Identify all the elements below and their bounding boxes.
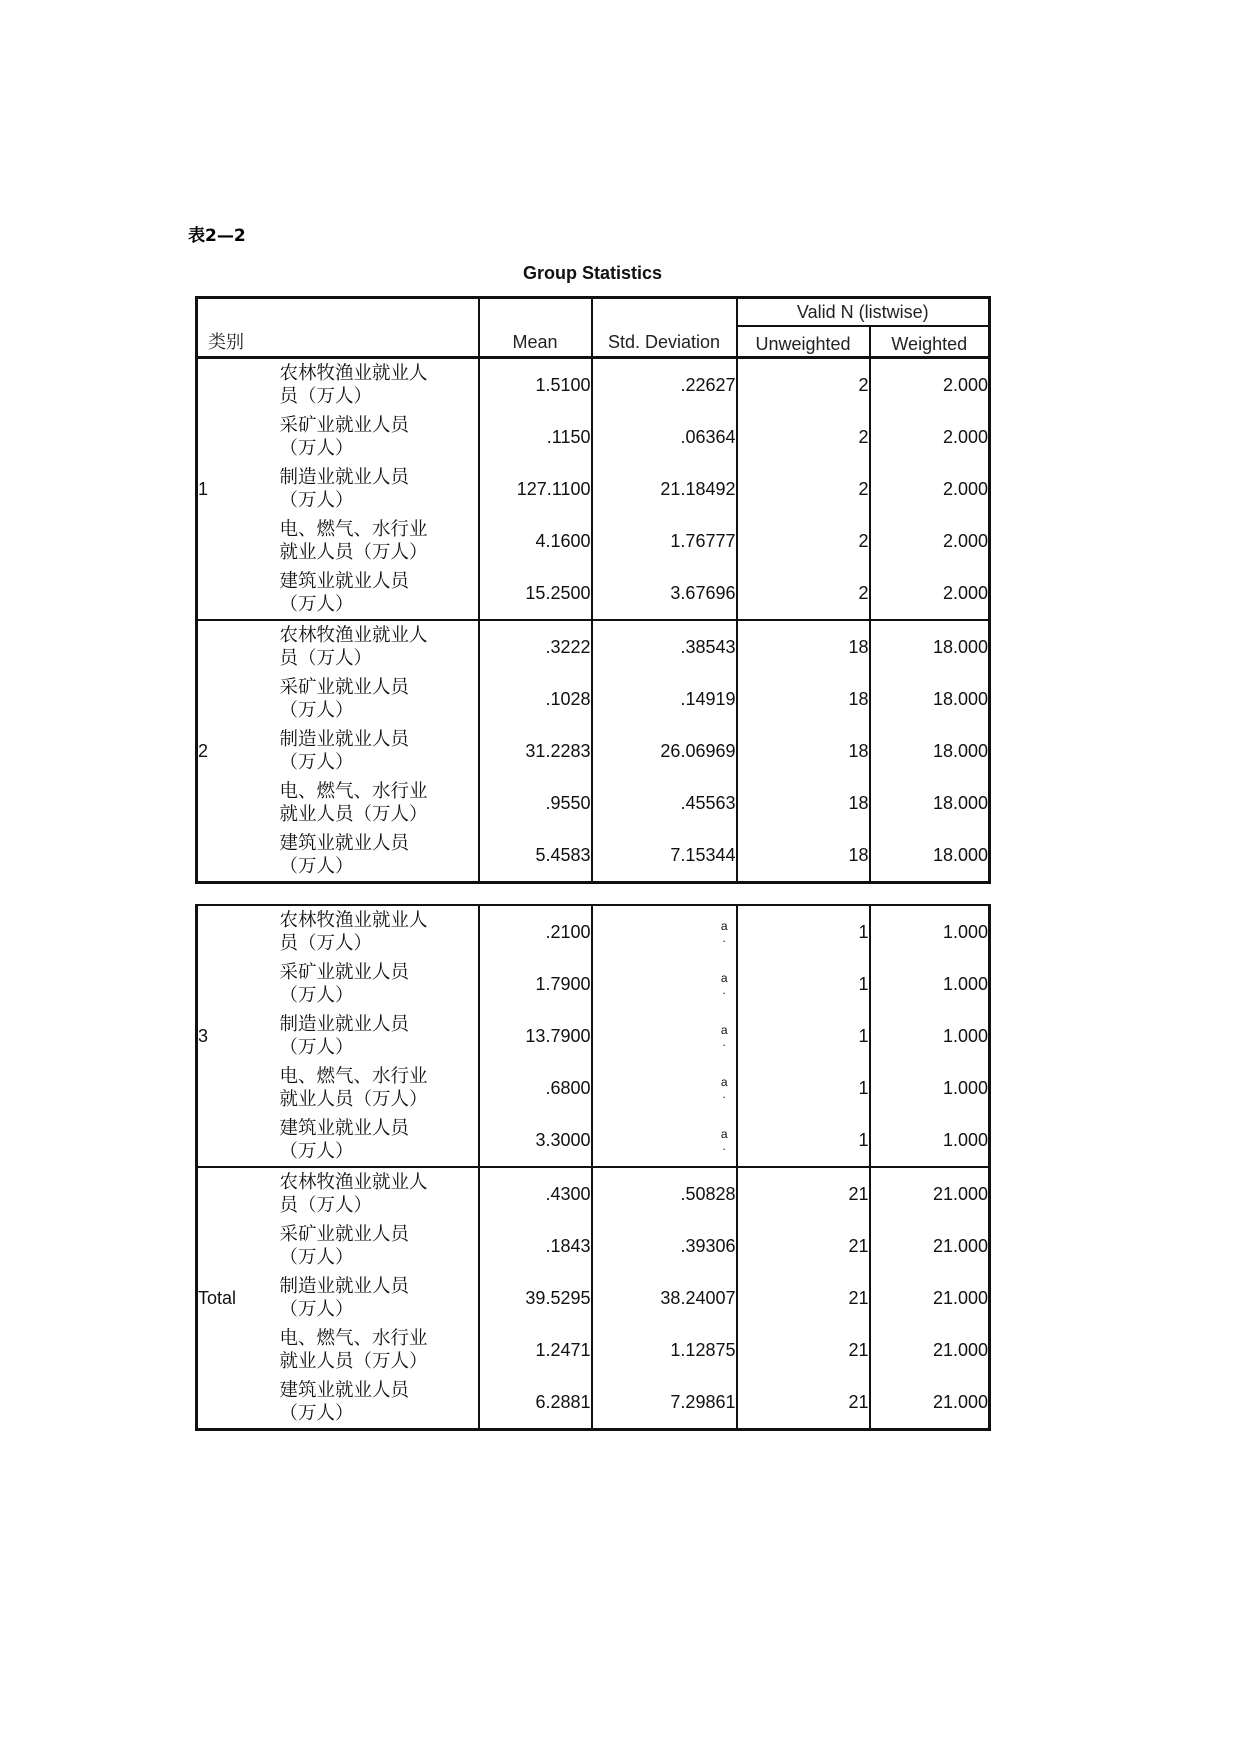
mean-cell: 3.3000 (479, 1114, 592, 1167)
variable-label-line: （万人） (279, 1299, 354, 1320)
mean-cell: 31.2283 (479, 725, 592, 777)
variable-label-line: 就业人员（万人） (279, 804, 428, 825)
variable-label (280, 515, 479, 567)
missing-value-marker (721, 1024, 728, 1048)
unweighted-n-cell: 18 (737, 829, 870, 883)
variable-label-line: 制造业就业人员 (279, 1014, 410, 1035)
variable-label-line: 电、燃气、水行业 (279, 1066, 428, 1087)
weighted-n-cell: 2.000 (870, 358, 990, 412)
variable-label (280, 958, 479, 1010)
weighted-n-cell: 1.000 (870, 905, 990, 958)
unweighted-n-cell: 21 (737, 1324, 870, 1376)
table-row (197, 725, 990, 777)
table-row (197, 673, 990, 725)
mean-cell: 127.1100 (479, 463, 592, 515)
std-deviation-cell: 3.67696 (592, 567, 737, 620)
mean-cell: 1.5100 (479, 358, 592, 412)
weighted-n-cell: 2.000 (870, 515, 990, 567)
variable-label-line: （万人） (279, 985, 354, 1006)
mean-cell: 39.5295 (479, 1272, 592, 1324)
weighted-n-cell: 18.000 (870, 777, 990, 829)
variable-label-line: 员（万人） (279, 933, 373, 954)
variable-label (280, 829, 479, 883)
unweighted-n-cell: 2 (737, 358, 870, 412)
mean-cell: .1150 (479, 411, 592, 463)
std-deviation-cell: .45563 (592, 777, 737, 829)
std-deviation-cell: 7.29861 (592, 1376, 737, 1430)
unweighted-n-cell: 21 (737, 1272, 870, 1324)
table-row (197, 1272, 990, 1324)
weighted-n-cell: 1.000 (870, 1010, 990, 1062)
mean-cell: 5.4583 (479, 829, 592, 883)
variable-label-line: 就业人员（万人） (279, 542, 428, 563)
variable-label-line: 建筑业就业人员 (279, 1118, 410, 1139)
unweighted-n-cell: 21 (737, 1167, 870, 1220)
variable-label-line: （万人） (279, 1403, 354, 1424)
unweighted-n-cell: 18 (737, 620, 870, 673)
group-label: Total (197, 1167, 280, 1430)
unweighted-n-cell: 2 (737, 411, 870, 463)
unweighted-n-cell: 2 (737, 463, 870, 515)
variable-label-line: （万人） (279, 856, 354, 877)
weighted-n-cell: 1.000 (870, 1062, 990, 1114)
weighted-n-cell: 2.000 (870, 567, 990, 620)
mean-cell: 13.7900 (479, 1010, 592, 1062)
variable-label-line: （万人） (279, 438, 354, 459)
unweighted-n-cell: 18 (737, 725, 870, 777)
mean-cell: .6800 (479, 1062, 592, 1114)
unweighted-n-cell: 18 (737, 777, 870, 829)
std-deviation-cell: 7.15344 (592, 829, 737, 883)
table-row (197, 515, 990, 567)
variable-label (280, 777, 479, 829)
variable-label (280, 1167, 479, 1220)
unweighted-n-cell: 2 (737, 567, 870, 620)
table-row (197, 1220, 990, 1272)
weighted-n-cell: 21.000 (870, 1167, 990, 1220)
mean-cell: 1.2471 (479, 1324, 592, 1376)
variable-label (280, 1220, 479, 1272)
unweighted-n-cell: 2 (737, 515, 870, 567)
mean-cell: .1843 (479, 1220, 592, 1272)
variable-label-line: （万人） (279, 1037, 354, 1058)
std-deviation-cell (592, 1114, 737, 1167)
weighted-n-cell: 18.000 (870, 673, 990, 725)
variable-label-line: 员（万人） (279, 648, 373, 669)
variable-label (280, 673, 479, 725)
table-row (197, 905, 990, 958)
variable-label (280, 567, 479, 620)
variable-label (280, 411, 479, 463)
variable-label-line: 制造业就业人员 (279, 1276, 410, 1297)
weighted-n-cell: 2.000 (870, 463, 990, 515)
mean-cell: .4300 (479, 1167, 592, 1220)
mean-cell: .3222 (479, 620, 592, 673)
std-deviation-cell: .38543 (592, 620, 737, 673)
weighted-n-cell: 18.000 (870, 829, 990, 883)
variable-label (280, 725, 479, 777)
variable-label (280, 358, 479, 412)
unweighted-n-cell: 1 (737, 1010, 870, 1062)
std-deviation-cell (592, 1062, 737, 1114)
table-row (197, 829, 990, 883)
variable-label-line: 农林牧渔业就业人 (279, 1172, 428, 1193)
header-valid-n: Valid N (listwise) (737, 298, 990, 327)
header-std-deviation: Std. Deviation (592, 298, 737, 358)
header-mean: Mean (479, 298, 592, 358)
table-row (197, 777, 990, 829)
variable-label-line: 制造业就业人员 (279, 729, 410, 750)
variable-label-line: （万人） (279, 490, 354, 511)
variable-label (280, 1324, 479, 1376)
std-deviation-cell: 21.18492 (592, 463, 737, 515)
variable-label (280, 1376, 479, 1430)
variable-label-line: （万人） (279, 1247, 354, 1268)
footnote-marker: a (720, 1023, 728, 1037)
table-title: Group Statistics (522, 263, 663, 283)
mean-cell: 1.7900 (479, 958, 592, 1010)
variable-label-line: 建筑业就业人员 (279, 571, 410, 592)
missing-value-dot: . (722, 1139, 726, 1153)
std-deviation-cell: .39306 (592, 1220, 737, 1272)
unweighted-n-cell: 18 (737, 673, 870, 725)
std-deviation-cell: 1.12875 (592, 1324, 737, 1376)
table-row (197, 958, 990, 1010)
variable-label-line: （万人） (279, 594, 354, 615)
table-row (197, 1062, 990, 1114)
header-weighted: Weighted (870, 326, 990, 358)
missing-value-dot: . (722, 983, 726, 997)
variable-label-line: 采矿业就业人员 (279, 677, 410, 698)
group-statistics-table-part-1 (195, 296, 991, 884)
std-deviation-cell: .50828 (592, 1167, 737, 1220)
table-row (197, 1167, 990, 1220)
variable-label (280, 905, 479, 958)
variable-label-line: 采矿业就业人员 (279, 1224, 410, 1245)
variable-label-line: 建筑业就业人员 (279, 1380, 410, 1401)
weighted-n-cell: 1.000 (870, 958, 990, 1010)
std-deviation-cell (592, 905, 737, 958)
footnote-marker: a (720, 1075, 728, 1089)
variable-label-line: 电、燃气、水行业 (279, 519, 428, 540)
variable-label-line: 电、燃气、水行业 (279, 781, 428, 802)
missing-value-marker (721, 972, 728, 996)
variable-label (280, 620, 479, 673)
table-row (197, 411, 990, 463)
std-deviation-cell (592, 958, 737, 1010)
unweighted-n-cell: 1 (737, 1114, 870, 1167)
std-deviation-cell: 26.06969 (592, 725, 737, 777)
table-caption: 表2—2 (188, 226, 246, 246)
mean-cell: .9550 (479, 777, 592, 829)
std-deviation-cell: .14919 (592, 673, 737, 725)
weighted-n-cell: 2.000 (870, 411, 990, 463)
footnote-marker: a (720, 971, 728, 985)
variable-label-line: 就业人员（万人） (279, 1089, 428, 1110)
variable-label (280, 1114, 479, 1167)
mean-cell: 6.2881 (479, 1376, 592, 1430)
header-group: 类别 (197, 298, 479, 358)
variable-label-line: 采矿业就业人员 (279, 962, 410, 983)
variable-label-line: 电、燃气、水行业 (279, 1328, 428, 1349)
table-row (197, 358, 990, 412)
missing-value-dot: . (722, 1087, 726, 1101)
unweighted-n-cell: 1 (737, 905, 870, 958)
variable-label (280, 1062, 479, 1114)
table-row (197, 1010, 990, 1062)
group-statistics-table-part-2 (195, 904, 991, 1431)
variable-label-line: 农林牧渔业就业人 (279, 363, 428, 384)
weighted-n-cell: 21.000 (870, 1376, 990, 1430)
unweighted-n-cell: 1 (737, 958, 870, 1010)
table-row (197, 1324, 990, 1376)
weighted-n-cell: 18.000 (870, 620, 990, 673)
table-row (197, 620, 990, 673)
table-row (197, 463, 990, 515)
group-label: 1 (197, 358, 280, 621)
weighted-n-cell: 21.000 (870, 1272, 990, 1324)
weighted-n-cell: 1.000 (870, 1114, 990, 1167)
variable-label-line: （万人） (279, 752, 354, 773)
variable-label-line: （万人） (279, 1141, 354, 1162)
unweighted-n-cell: 1 (737, 1062, 870, 1114)
variable-label-line: 就业人员（万人） (279, 1351, 428, 1372)
variable-label-line: 制造业就业人员 (279, 467, 410, 488)
mean-cell: .1028 (479, 673, 592, 725)
footnote-marker: a (720, 919, 728, 933)
variable-label-line: 采矿业就业人员 (279, 415, 410, 436)
header-unweighted: Unweighted (737, 326, 870, 358)
missing-value-marker (721, 1128, 728, 1152)
variable-label-line: 农林牧渔业就业人 (279, 625, 428, 646)
table-row (197, 567, 990, 620)
variable-label-line: 农林牧渔业就业人 (279, 910, 428, 931)
variable-label (280, 463, 479, 515)
unweighted-n-cell: 21 (737, 1376, 870, 1430)
std-deviation-cell: 38.24007 (592, 1272, 737, 1324)
variable-label-line: 建筑业就业人员 (279, 833, 410, 854)
missing-value-dot: . (722, 931, 726, 945)
mean-cell: 4.1600 (479, 515, 592, 567)
missing-value-marker (721, 920, 728, 944)
std-deviation-cell: 1.76777 (592, 515, 737, 567)
table-row (197, 1114, 990, 1167)
weighted-n-cell: 21.000 (870, 1324, 990, 1376)
mean-cell: 15.2500 (479, 567, 592, 620)
weighted-n-cell: 21.000 (870, 1220, 990, 1272)
variable-label-line: （万人） (279, 700, 354, 721)
std-deviation-cell: .22627 (592, 358, 737, 412)
std-deviation-cell: .06364 (592, 411, 737, 463)
variable-label (280, 1010, 479, 1062)
unweighted-n-cell: 21 (737, 1220, 870, 1272)
mean-cell: .2100 (479, 905, 592, 958)
footnote-marker: a (720, 1127, 728, 1141)
variable-label-line: 员（万人） (279, 386, 373, 407)
weighted-n-cell: 18.000 (870, 725, 990, 777)
variable-label-line: 员（万人） (279, 1195, 373, 1216)
variable-label (280, 1272, 479, 1324)
missing-value-marker (721, 1076, 728, 1100)
missing-value-dot: . (722, 1035, 726, 1049)
group-label: 3 (197, 905, 280, 1167)
table-row (197, 1376, 990, 1430)
std-deviation-cell (592, 1010, 737, 1062)
group-label: 2 (197, 620, 280, 883)
